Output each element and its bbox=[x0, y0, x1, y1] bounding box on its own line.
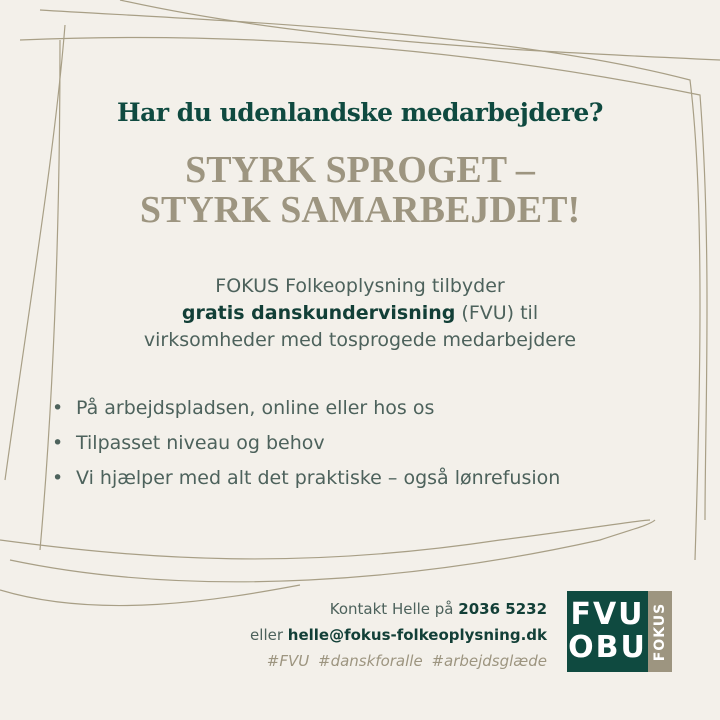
phone-number[interactable]: 2036 5232 bbox=[458, 600, 547, 618]
bullet-icon: • bbox=[52, 432, 64, 454]
list-item bbox=[52, 397, 560, 432]
logo-line-1: FVU bbox=[570, 597, 645, 632]
fokus-logo-strip bbox=[648, 591, 672, 672]
fvu-obu-logo bbox=[567, 591, 648, 672]
list-item bbox=[52, 432, 560, 467]
contact-phone-line bbox=[250, 596, 547, 622]
headline-line-1: STYRK SPROGET – bbox=[185, 149, 535, 191]
bullet-icon: • bbox=[52, 467, 64, 489]
intro-line-3: virksomheder med tosprogede medarbejdere bbox=[143, 329, 577, 351]
intro-rest-text: (FVU) til bbox=[455, 302, 539, 324]
list-item-text: Tilpasset niveau og behov bbox=[76, 432, 325, 454]
email-link[interactable]: helle@fokus-folkeoplysning.dk bbox=[287, 626, 547, 644]
headline-line-2: STYRK SAMARBEJDET! bbox=[139, 189, 581, 231]
contact-email-line bbox=[250, 622, 547, 648]
intro-line-2 bbox=[0, 300, 720, 326]
contact-block bbox=[250, 596, 547, 674]
hashtags: #FVU #danskforalle #arbejdsglæde bbox=[266, 652, 547, 670]
benefit-list bbox=[52, 397, 560, 502]
list-item bbox=[52, 467, 560, 502]
bullet-icon: • bbox=[52, 397, 64, 419]
headline-question: Har du udenlandske medarbejdere? bbox=[117, 98, 603, 127]
list-item-text: På arbejdspladsen, online eller hos os bbox=[76, 397, 435, 419]
logo-line-2: OBU bbox=[568, 630, 647, 665]
contact-label: Kontakt Helle på bbox=[329, 600, 459, 618]
contact-label: eller bbox=[250, 626, 288, 644]
intro-bold-text: gratis danskundervisning bbox=[181, 302, 456, 324]
intro-line-1: FOKUS Folkeoplysning tilbyder bbox=[215, 275, 505, 297]
list-item-text: Vi hjælper med alt det praktiske – også lønrefusion bbox=[76, 467, 561, 489]
fokus-logo-text: FOKUS bbox=[652, 602, 668, 661]
